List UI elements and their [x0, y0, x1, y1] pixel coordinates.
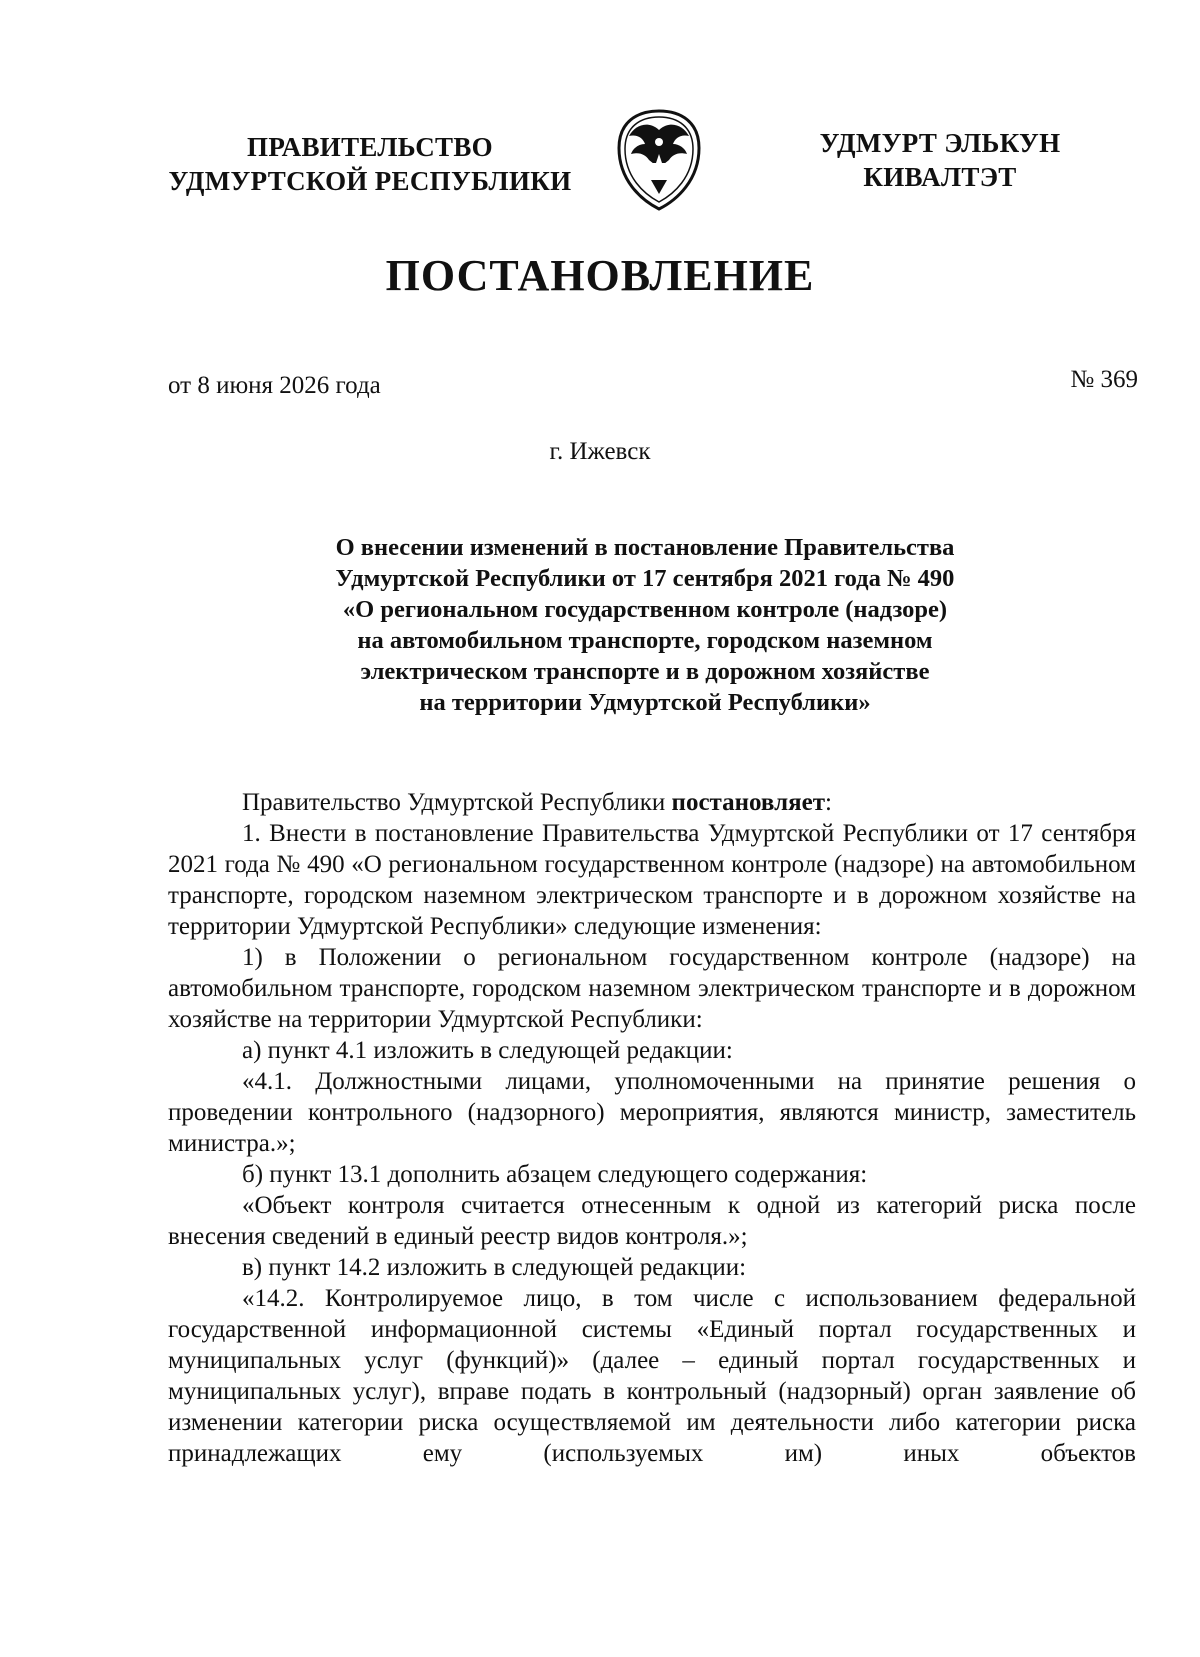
body-paragraph: «14.2. Контролируемое лицо, в том числе с использованием федеральной государственной информационной системы «Единый портал государственных и муниципальных услуг (функций)» (далее – единый портал государственных и муниципальных услуг), вправе подать в контрольный (надзорный) орган заявление об изменении категории риска осуществляемой им деятельности либо категории риска принадлежащих ему (используемых им) иных объектов — [168, 1285, 1136, 1467]
body-paragraph: б) пункт 13.1 дополнить абзацем следующего содержания: — [242, 1161, 868, 1188]
issuer-name-russian — [160, 130, 580, 198]
subject-line: О внесении изменений в постановление Правительства — [335, 534, 955, 561]
udmurt-coat-of-arms-icon — [611, 108, 707, 212]
preamble-text: Правительство Удмуртской Республики — [242, 789, 672, 816]
subject-line: «О региональном государственном контроле (надзоре) — [342, 596, 948, 623]
issuer-name-line-1: ПРАВИТЕЛЬСТВО — [247, 132, 493, 162]
subject-line: на автомобильном транспорте, городском наземном — [357, 627, 933, 654]
document-body — [168, 787, 1136, 1469]
body-paragraph: а) пункт 4.1 изложить в следующей редакции: — [242, 1037, 733, 1064]
body-paragraph: «Объект контроля считается отнесенным к одной из категорий риска после внесения сведений в единый реестр видов контроля.»; — [168, 1192, 1136, 1250]
issuer-name-line-2: УДМУРТСКОЙ РЕСПУБЛИКИ — [168, 166, 572, 196]
preamble-paragraph — [168, 787, 1136, 818]
subject-line: электрическом транспорте и в дорожном хозяйстве — [360, 658, 930, 685]
body-paragraph: в) пункт 14.2 изложить в следующей редакции: — [242, 1254, 747, 1281]
issuer-name-udmurt-line-2: КИВАЛТЭТ — [863, 162, 1017, 192]
document-number: № 369 — [1070, 366, 1138, 393]
subject-line: Удмуртской Республики от 17 сентября 2021 года № 490 — [335, 565, 955, 592]
document-type-title: ПОСТАНОВЛЕНИЕ — [385, 251, 815, 300]
body-paragraph: 1. Внести в постановление Правительства Удмуртской Республики от 17 сентября 2021 года № 490 «О региональном государственном контроле (надзоре) на автомобильном транспорте, городском наземном электрическом транспорте и в дорожном хозяйстве на территории Удмуртской Республики» следующие изменения: — [168, 820, 1136, 940]
document-city: г. Ижевск — [549, 438, 651, 465]
document-subject — [250, 532, 1040, 718]
body-paragraph: 1) в Положении о региональном государственном контроле (надзоре) на автомобильном транспорте, городском наземном электрическом транспорте и в дорожном хозяйстве на территории Удмуртской Республики: — [168, 944, 1136, 1033]
preamble-bold-verb: постановляет — [671, 789, 826, 816]
issuer-name-udmurt-line-1: УДМУРТ ЭЛЬКУН — [819, 128, 1061, 158]
issuer-name-udmurt — [800, 126, 1080, 194]
document-date: от 8 июня 2026 года — [168, 372, 381, 399]
subject-line: на территории Удмуртской Республики» — [419, 689, 871, 716]
preamble-colon: : — [825, 789, 832, 816]
body-paragraph: «4.1. Должностными лицами, уполномоченными на принятие решения о проведении контрольного (надзорного) мероприятия, являются министр, заместитель министра.»; — [168, 1068, 1136, 1157]
